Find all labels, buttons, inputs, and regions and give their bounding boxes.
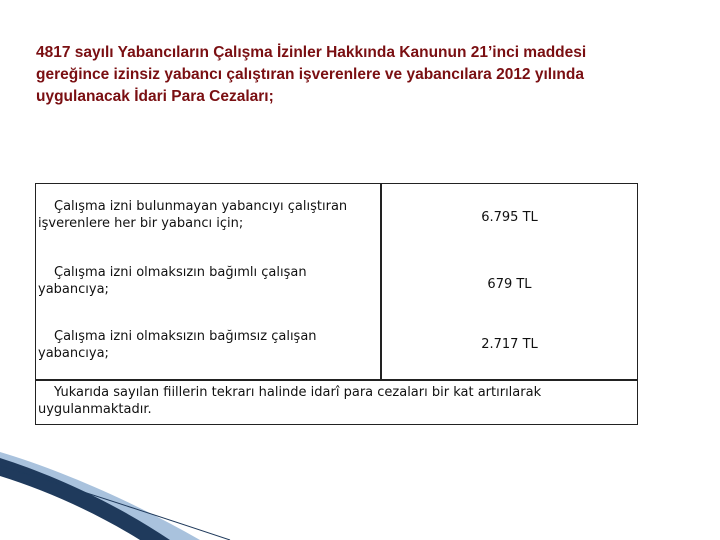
title-line-1: 4817 sayılı Yabancıların Çalışma İzinler Hakkında Kanunun 21’inci maddesi [36, 44, 587, 61]
repeat-offense-note: Yukarıda sayılan fiillerin tekrarı halinde idarî para cezaları bir kat artırılarak uygulanmaktadır. [36, 380, 638, 425]
wave-dark-band [0, 458, 170, 540]
fine-description-independent: Çalışma izni olmaksızın bağımsız çalışan yabancıya; [36, 326, 382, 380]
fine-amount-employer: 6.795 TL [381, 184, 638, 263]
title-line-3: uygulanacak İdari Para Cezaları; [36, 88, 274, 105]
fine-description-dependent: Çalışma izni olmaksızın bağımlı çalışan yabancıya; [36, 262, 382, 326]
title-line-2: gereğince izinsiz yabancı çalıştıran işverenlere ve yabancılara 2012 yılında [36, 66, 584, 83]
wave-light-band [0, 452, 200, 540]
fine-amount-dependent: 679 TL [381, 262, 638, 326]
fine-amount-independent: 2.717 TL [381, 326, 638, 380]
fine-description-employer: Çalışma izni bulunmayan yabancıyı çalıştıran işverenlere her bir yabancı için; [36, 184, 382, 263]
